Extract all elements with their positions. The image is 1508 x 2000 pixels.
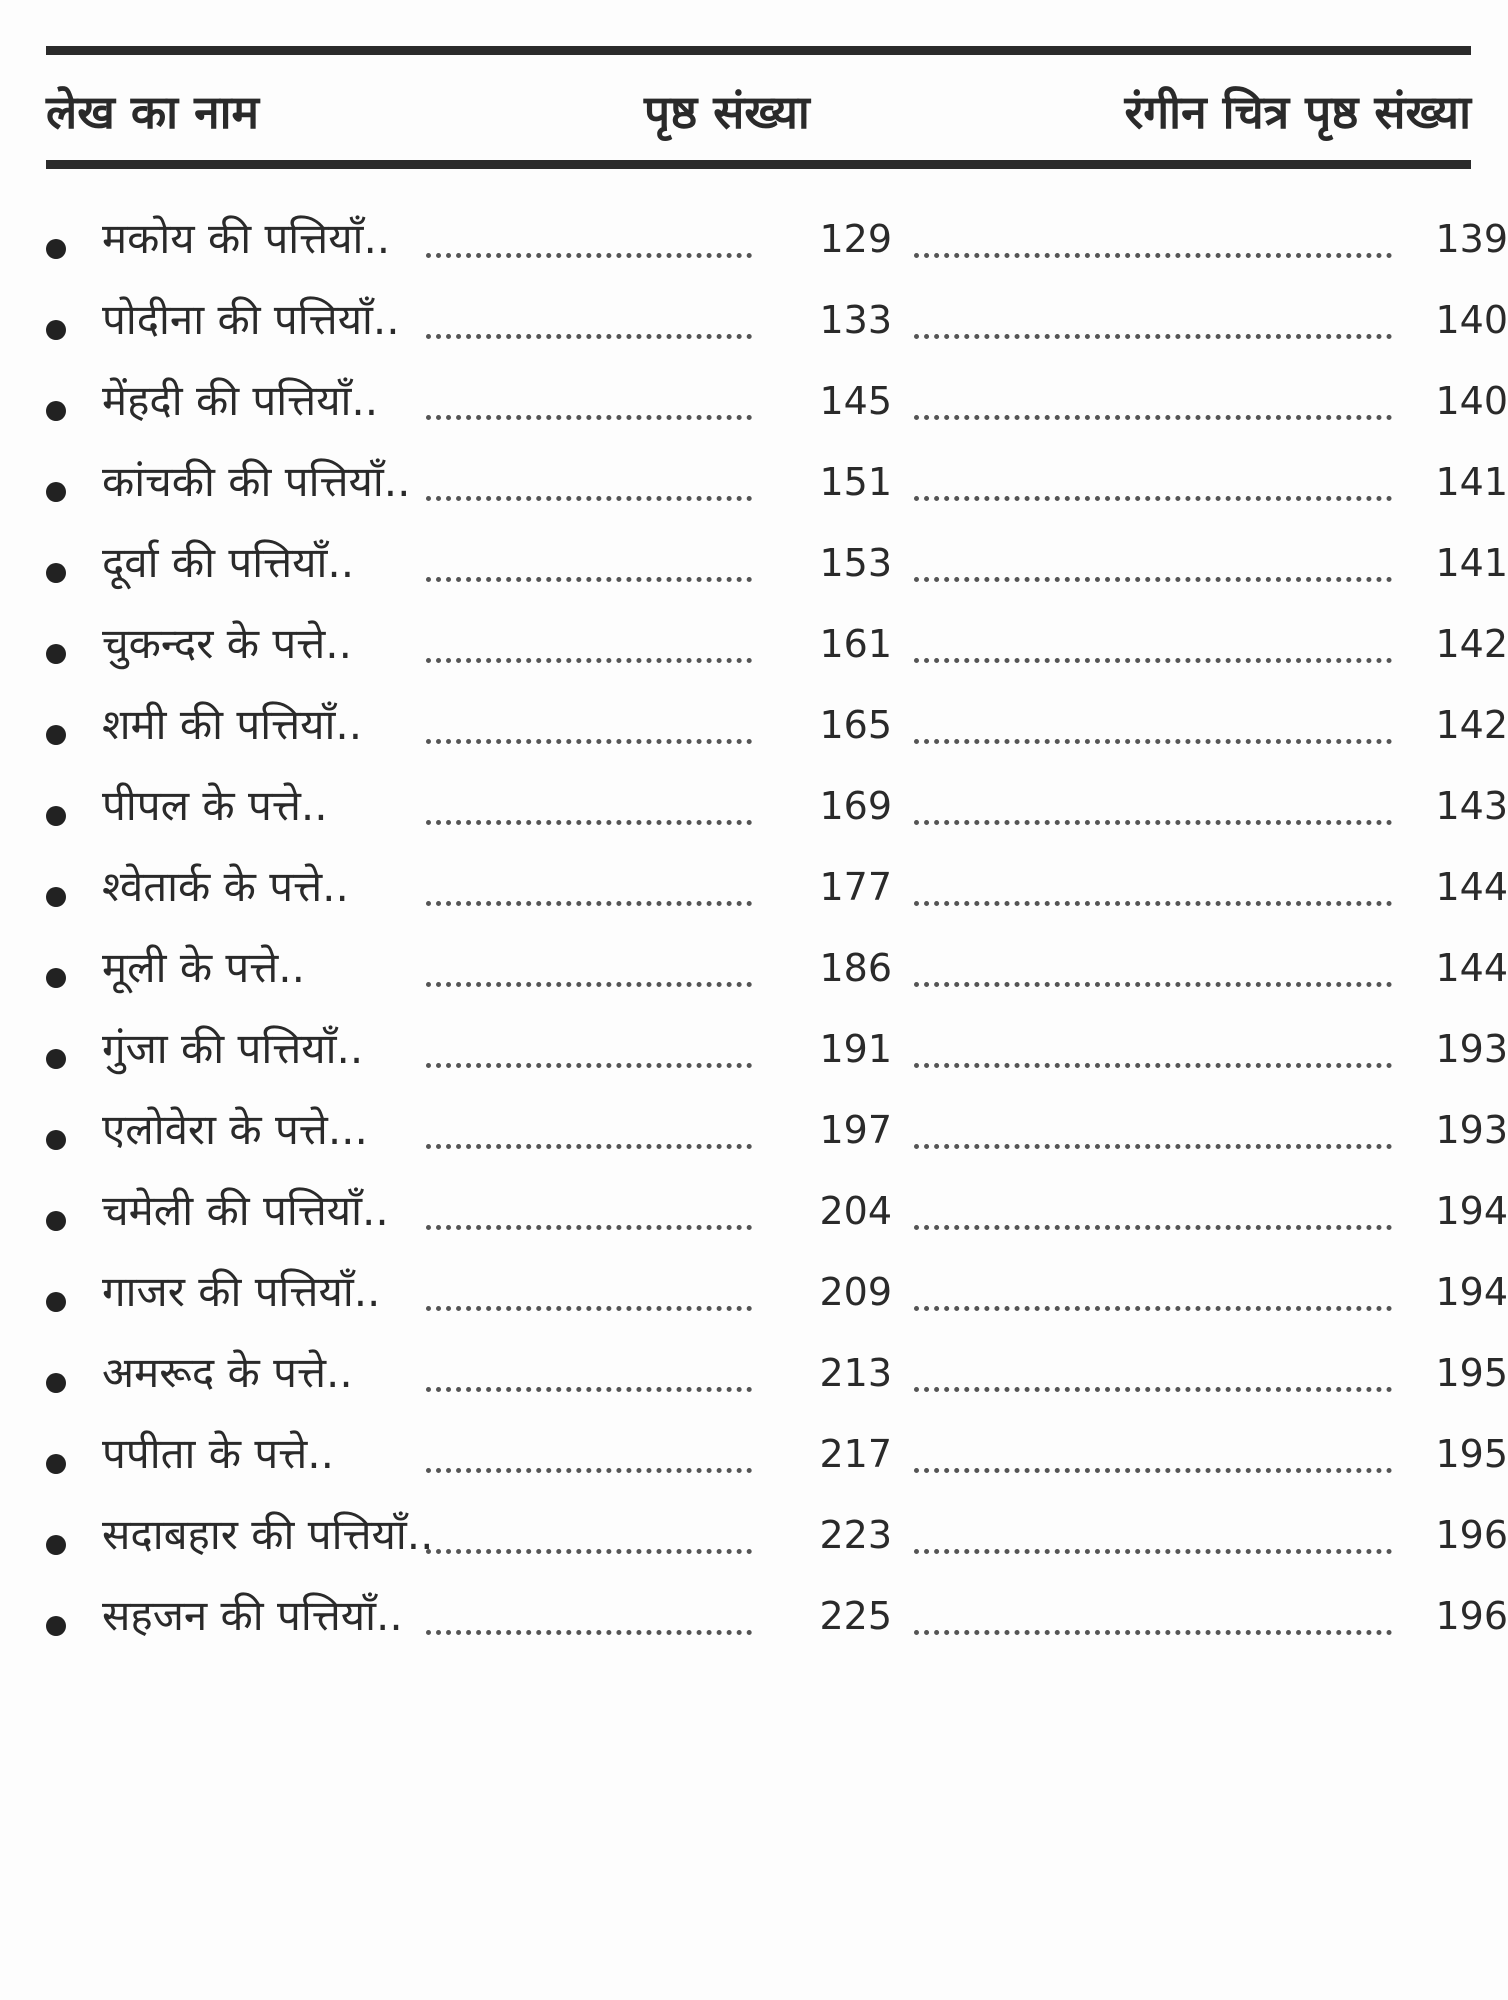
leader-dots — [426, 982, 752, 987]
toc-entry — [46, 934, 1508, 1015]
top-rule — [46, 46, 1471, 55]
leader-dots — [426, 820, 752, 825]
entry-color-page-number: 143 — [1435, 784, 1508, 828]
toc-entry — [46, 1015, 1508, 1096]
toc-entry — [46, 205, 1508, 286]
entry-color-page-number: 142 — [1435, 622, 1508, 666]
column-header-page-number: पृष्ठ संख्या — [644, 85, 810, 139]
entry-color-page-number: 194 — [1435, 1270, 1508, 1314]
leader-dots — [914, 1144, 1392, 1149]
entry-page-number: 225 — [819, 1594, 892, 1638]
header-bottom-rule — [46, 160, 1471, 169]
entry-title: एलोवेरा के पत्ते... — [102, 1105, 368, 1154]
entry-page-number: 151 — [819, 460, 892, 504]
entry-color-page-number: 196 — [1435, 1513, 1508, 1557]
bullet-icon — [46, 401, 66, 421]
leader-dots — [914, 901, 1392, 906]
toc-entry — [46, 1420, 1508, 1501]
leader-dots — [426, 577, 752, 582]
bullet-icon — [46, 968, 66, 988]
bullet-icon — [46, 1292, 66, 1312]
entry-title: कांचकी की पत्तियाँ.. — [102, 457, 411, 506]
entry-color-page-number: 194 — [1435, 1189, 1508, 1233]
entry-page-number: 204 — [819, 1189, 892, 1233]
entry-page-number: 197 — [819, 1108, 892, 1152]
entry-page-number: 191 — [819, 1027, 892, 1071]
entry-page-number: 169 — [819, 784, 892, 828]
bullet-icon — [46, 1049, 66, 1069]
leader-dots — [914, 577, 1392, 582]
leader-dots — [426, 739, 752, 744]
entry-page-number: 213 — [819, 1351, 892, 1395]
entry-page-number: 209 — [819, 1270, 892, 1314]
toc-entry — [46, 1339, 1508, 1420]
entry-color-page-number: 144 — [1435, 865, 1508, 909]
entry-color-page-number: 193 — [1435, 1108, 1508, 1152]
leader-dots — [426, 1144, 752, 1149]
entry-title: मकोय की पत्तियाँ.. — [102, 214, 391, 263]
entry-title: पीपल के पत्ते.. — [102, 781, 328, 830]
leader-dots — [914, 739, 1392, 744]
entry-title: चुकन्दर के पत्ते.. — [102, 619, 352, 668]
bullet-icon — [46, 887, 66, 907]
entry-page-number: 177 — [819, 865, 892, 909]
toc-entry — [46, 691, 1508, 772]
leader-dots — [426, 1549, 752, 1554]
bullet-icon — [46, 725, 66, 745]
leader-dots — [426, 1387, 752, 1392]
leader-dots — [426, 415, 752, 420]
leader-dots — [426, 1225, 752, 1230]
leader-dots — [426, 901, 752, 906]
toc-entry — [46, 1501, 1508, 1582]
bullet-icon — [46, 644, 66, 664]
entry-color-page-number: 144 — [1435, 946, 1508, 990]
entry-page-number: 129 — [819, 217, 892, 261]
toc-entry — [46, 367, 1508, 448]
entry-title: शमी की पत्तियाँ.. — [102, 700, 363, 749]
entry-color-page-number: 195 — [1435, 1351, 1508, 1395]
leader-dots — [914, 1306, 1392, 1311]
entry-page-number: 186 — [819, 946, 892, 990]
leader-dots — [914, 1225, 1392, 1230]
toc-entry — [46, 853, 1508, 934]
bullet-icon — [46, 1373, 66, 1393]
leader-dots — [914, 1549, 1392, 1554]
entry-title: चमेली की पत्तियाँ.. — [102, 1186, 389, 1235]
entry-title: मूली के पत्ते.. — [102, 943, 306, 992]
bullet-icon — [46, 239, 66, 259]
entry-color-page-number: 140 — [1435, 298, 1508, 342]
toc-entry — [46, 286, 1508, 367]
entry-page-number: 153 — [819, 541, 892, 585]
entry-page-number: 217 — [819, 1432, 892, 1476]
leader-dots — [914, 1063, 1392, 1068]
bullet-icon — [46, 1535, 66, 1555]
leader-dots — [914, 982, 1392, 987]
bullet-icon — [46, 1211, 66, 1231]
bullet-icon — [46, 563, 66, 583]
bullet-icon — [46, 482, 66, 502]
leader-dots — [914, 496, 1392, 501]
leader-dots — [914, 415, 1392, 420]
entry-color-page-number: 140 — [1435, 379, 1508, 423]
leader-dots — [426, 496, 752, 501]
entry-title: सहजन की पत्तियाँ.. — [102, 1591, 403, 1640]
toc-entry — [46, 1582, 1508, 1663]
bullet-icon — [46, 320, 66, 340]
entry-title: मेंहदी की पत्तियाँ.. — [102, 376, 379, 425]
leader-dots — [914, 253, 1392, 258]
column-header-article-name: लेख का नाम — [46, 85, 260, 139]
leader-dots — [426, 253, 752, 258]
entry-title: गाजर की पत्तियाँ.. — [102, 1267, 381, 1316]
entry-title: गुंजा की पत्तियाँ.. — [102, 1024, 364, 1073]
leader-dots — [426, 658, 752, 663]
leader-dots — [914, 1630, 1392, 1635]
column-header-color-page-number: रंगीन चित्र पृष्ठ संख्या — [1124, 85, 1471, 139]
leader-dots — [914, 334, 1392, 339]
entry-color-page-number: 195 — [1435, 1432, 1508, 1476]
leader-dots — [426, 1306, 752, 1311]
entry-page-number: 223 — [819, 1513, 892, 1557]
entry-page-number: 161 — [819, 622, 892, 666]
entry-title: पोदीना की पत्तियाँ.. — [102, 295, 400, 344]
leader-dots — [914, 820, 1392, 825]
leader-dots — [914, 1468, 1392, 1473]
entry-page-number: 145 — [819, 379, 892, 423]
entry-color-page-number: 193 — [1435, 1027, 1508, 1071]
leader-dots — [914, 1387, 1392, 1392]
entry-page-number: 133 — [819, 298, 892, 342]
leader-dots — [426, 334, 752, 339]
entry-color-page-number: 196 — [1435, 1594, 1508, 1638]
bullet-icon — [46, 1616, 66, 1636]
entry-title: सदाबहार की पत्तियाँ.. — [102, 1510, 434, 1559]
toc-entry — [46, 1177, 1508, 1258]
bullet-icon — [46, 806, 66, 826]
entry-color-page-number: 141 — [1435, 541, 1508, 585]
leader-dots — [426, 1063, 752, 1068]
toc-entry — [46, 448, 1508, 529]
entry-color-page-number: 139 — [1435, 217, 1508, 261]
entry-title: श्वेतार्क के पत्ते.. — [102, 862, 349, 911]
toc-header — [46, 72, 1471, 152]
table-of-contents — [46, 205, 1508, 1663]
leader-dots — [426, 1468, 752, 1473]
toc-entry — [46, 610, 1508, 691]
entry-title: पपीता के पत्ते.. — [102, 1429, 334, 1478]
entry-title: अमरूद के पत्ते.. — [102, 1348, 353, 1397]
toc-entry — [46, 772, 1508, 853]
toc-entry — [46, 1258, 1508, 1339]
entry-color-page-number: 141 — [1435, 460, 1508, 504]
toc-entry — [46, 529, 1508, 610]
leader-dots — [914, 658, 1392, 663]
leader-dots — [426, 1630, 752, 1635]
entry-color-page-number: 142 — [1435, 703, 1508, 747]
entry-title: दूर्वा की पत्तियाँ.. — [102, 538, 355, 587]
toc-entry — [46, 1096, 1508, 1177]
bullet-icon — [46, 1454, 66, 1474]
bullet-icon — [46, 1130, 66, 1150]
entry-page-number: 165 — [819, 703, 892, 747]
